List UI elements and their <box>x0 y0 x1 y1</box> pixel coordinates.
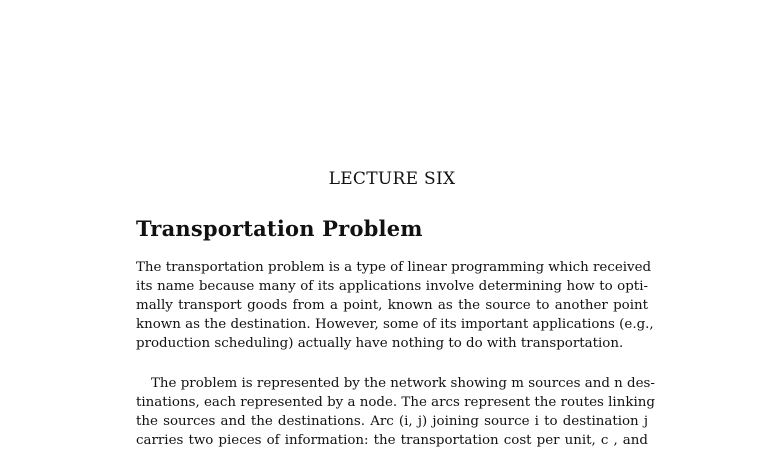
paragraph-1-line: its name because many of its applications involve determining how to opti- <box>136 279 648 294</box>
paragraph-2-line: The problem is represented by the network showing m sources and n des- <box>151 376 655 391</box>
paragraph-2-line: carries two pieces of information: the transportation cost per unit, c , and <box>136 433 648 448</box>
paragraph-2-line: tinations, each represented by a node. The arcs represent the routes linking <box>136 395 655 410</box>
lecture-heading: LECTURE SIX <box>328 169 456 189</box>
paragraph-2-line: the sources and the destinations. Arc (i, j) joining source i to destination j <box>136 414 648 429</box>
paragraph-1-line: production scheduling) actually have nothing to do with transportation. <box>136 336 624 351</box>
paragraph-1-line: The transportation problem is a type of linear programming which received <box>136 260 652 275</box>
paragraph-1-line: known as the destination. However, some of its important applications (e.g., <box>136 317 654 332</box>
paragraph-1-line: mally transport goods from a point, known as the source to another point <box>136 298 648 313</box>
paragraph-2 <box>136 374 655 450</box>
section-title: Transportation Problem <box>136 216 423 241</box>
paragraph-1 <box>136 258 654 353</box>
